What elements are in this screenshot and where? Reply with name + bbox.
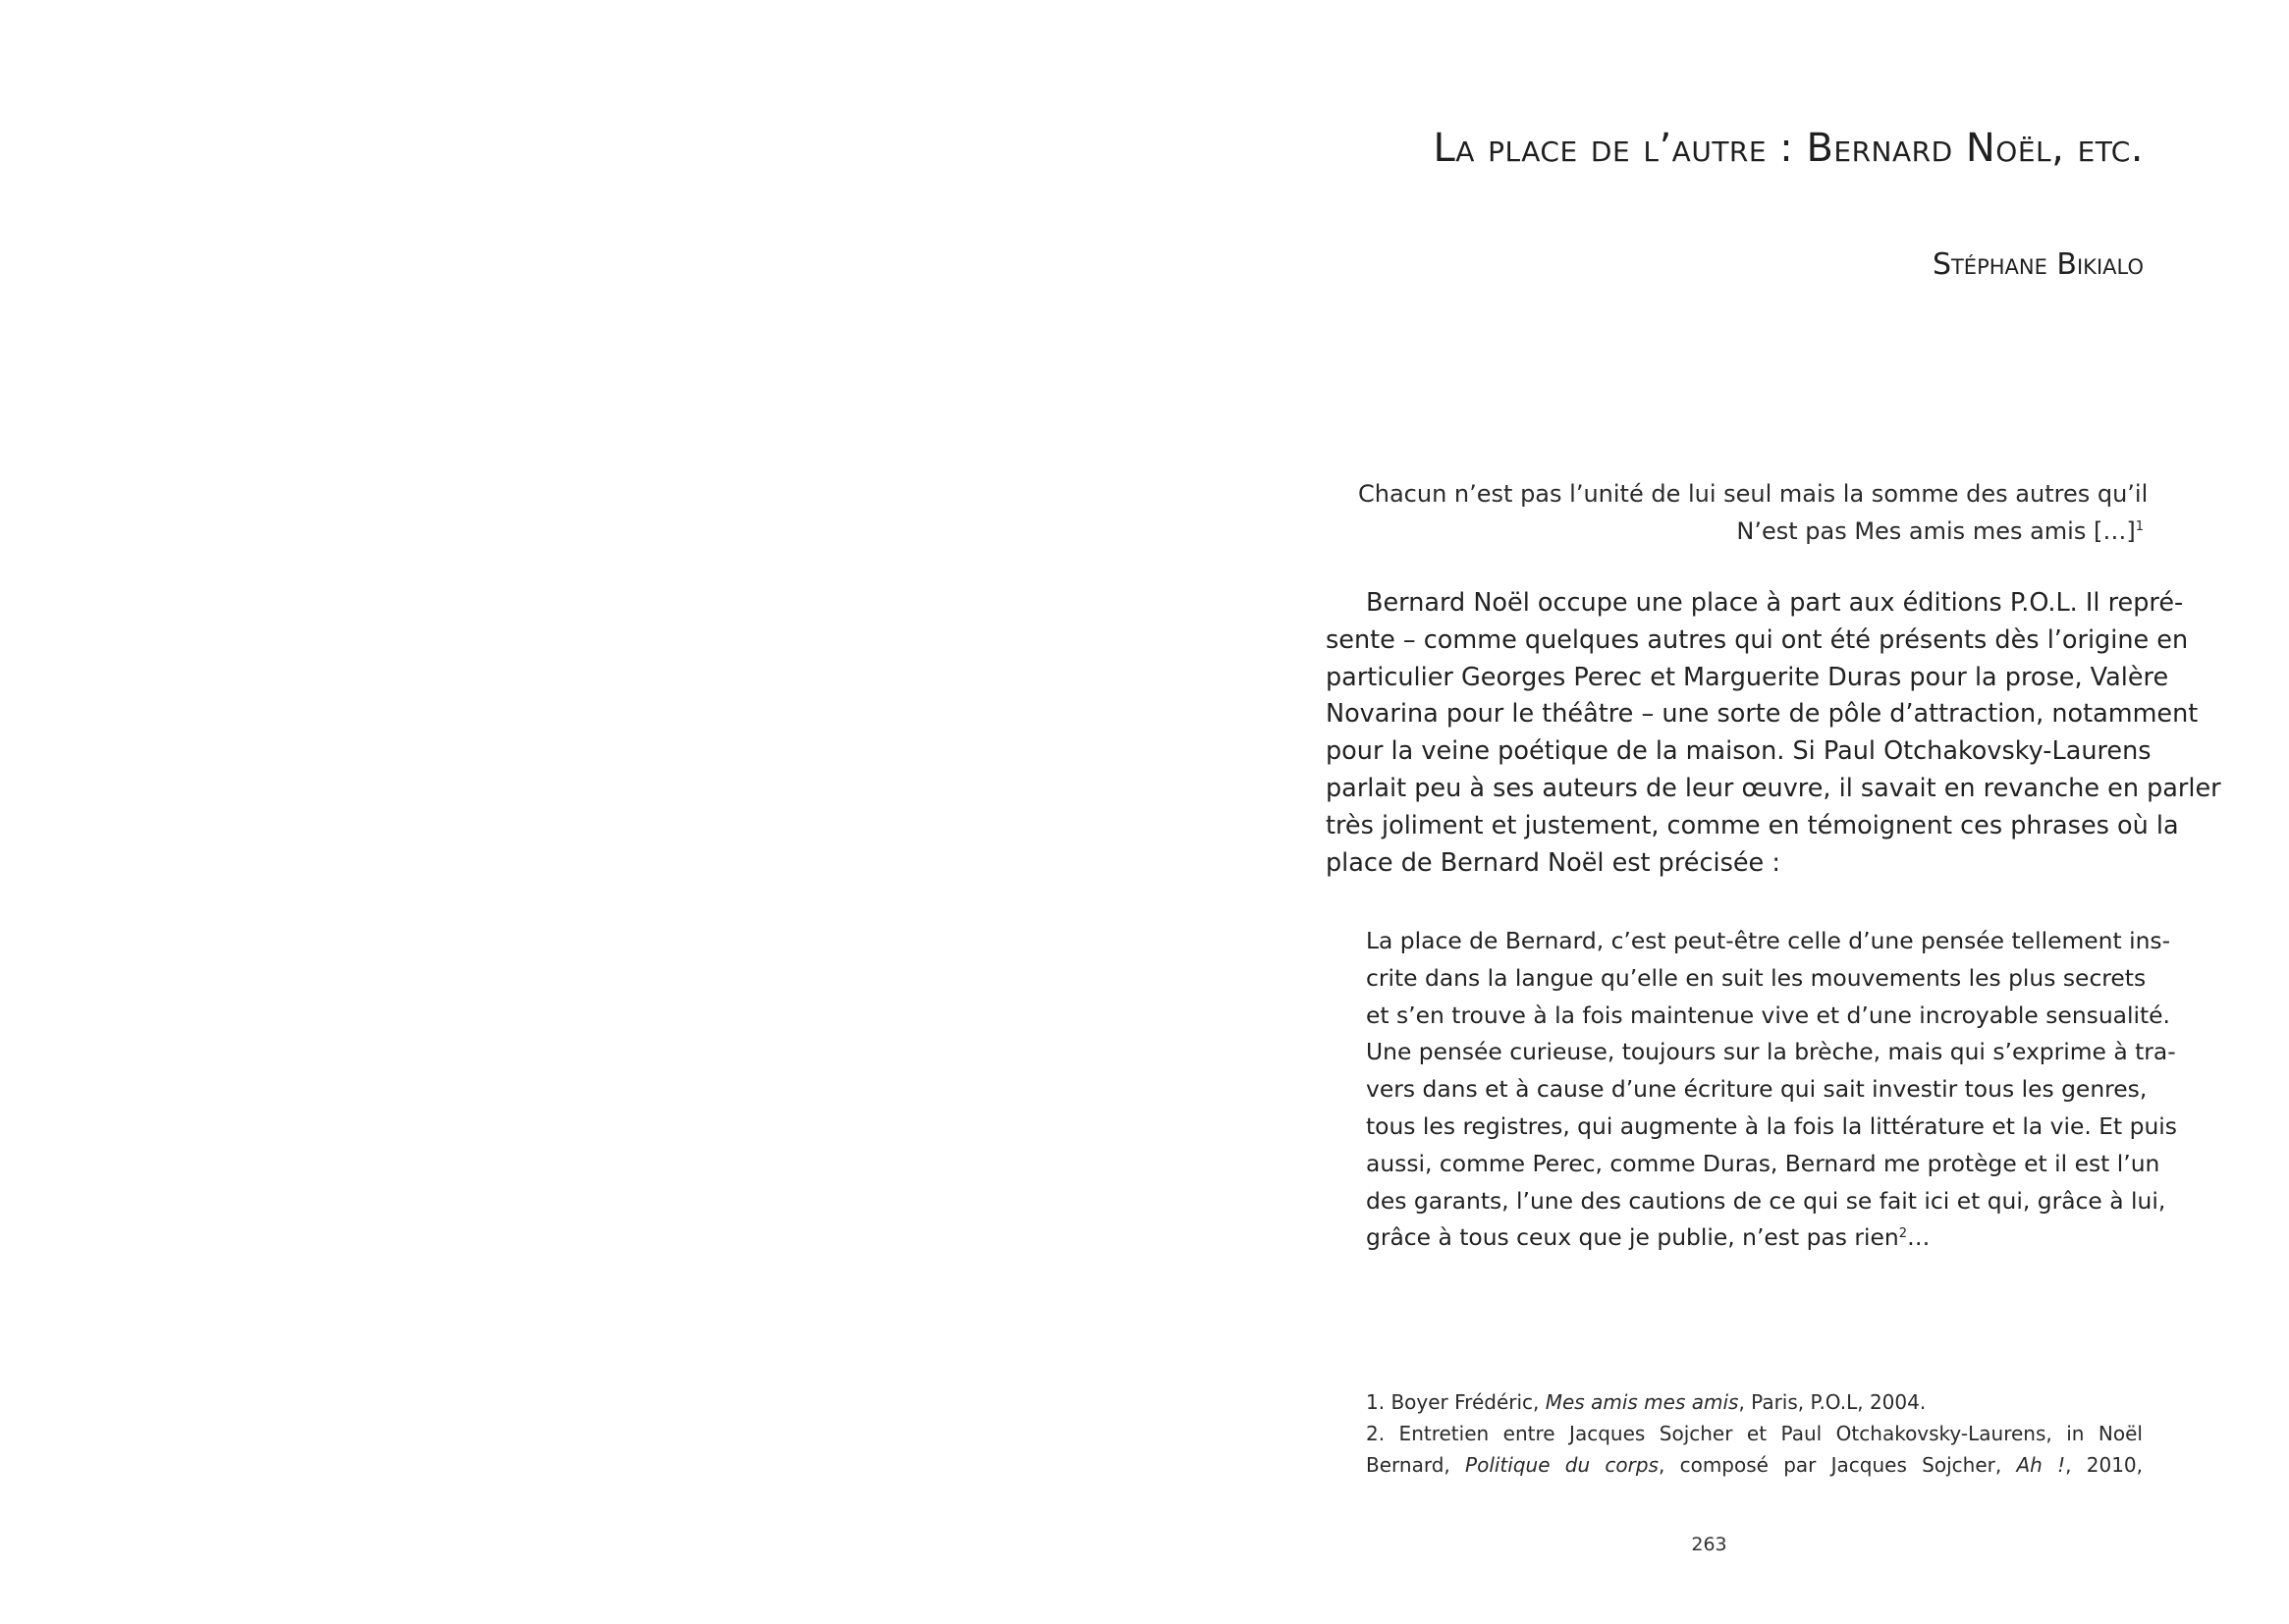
body-line: pour la veine poétique de la maison. Si Paul Otchakovsky-Laurens bbox=[1326, 736, 2152, 767]
body-line: sente – comme quelques autres qui ont été présents dès l’origine en bbox=[1326, 624, 2189, 655]
quote-last-text: grâce à tous ceux que je publie, n’est pas rien bbox=[1366, 1223, 1899, 1252]
body-line: Bernard Noël occupe une place à part aux éditions P.O.L. Il repré- bbox=[1366, 588, 2184, 618]
footnote-text: 1. Boyer Frédéric, bbox=[1366, 1390, 1546, 1414]
quote-line: aussi, comme Perec, comme Duras, Bernard me protège et il est l’un bbox=[1366, 1149, 2160, 1177]
block-quote bbox=[1366, 923, 2177, 1257]
quote-line: La place de Bernard, c’est peut-être celle d’une pensée tellement ins- bbox=[1366, 927, 2171, 954]
quote-line: et s’en trouve à la fois maintenue vive et d’une incroyable sensualité. bbox=[1366, 1001, 2170, 1029]
left-page-blank bbox=[0, 0, 1144, 1624]
body-paragraph bbox=[1326, 585, 2221, 882]
epigraph-line: Chacun n’est pas l’unité de lui seul mais la somme des autres qu’il bbox=[1358, 480, 2149, 508]
epigraph-line bbox=[1358, 513, 2144, 550]
article-title: La place de l’autre : Bernard Noël, etc. bbox=[1433, 126, 2144, 171]
article-author: Stéphane Bikialo bbox=[1932, 247, 2144, 282]
body-line: place de Bernard Noël est précisée : bbox=[1326, 847, 1780, 878]
footnote-text: Bernard, bbox=[1366, 1453, 1466, 1477]
page-number: 263 bbox=[1691, 1534, 1727, 1555]
epigraph bbox=[1358, 475, 2149, 550]
footnote-text: , Paris, P.O.L, 2004. bbox=[1738, 1390, 1927, 1414]
right-page bbox=[1144, 0, 2289, 1624]
body-line: particulier Georges Perec et Marguerite Duras pour la prose, Valère bbox=[1326, 662, 2169, 692]
footnote-1 bbox=[1366, 1386, 2143, 1418]
footnote-ref: 2 bbox=[1898, 1226, 1907, 1242]
epigraph-line-text: N’est pas Mes amis mes amis […] bbox=[1736, 517, 2136, 545]
footnote-publisher-title: Ah ! bbox=[2016, 1453, 2066, 1477]
quote-ellipsis: … bbox=[1907, 1223, 1931, 1252]
footnotes bbox=[1366, 1386, 2143, 1481]
body-line: parlait peu à ses auteurs de leur œuvre, il savait en revanche en parler bbox=[1326, 773, 2221, 803]
quote-line bbox=[1366, 1219, 2143, 1257]
footnote-ref: 1 bbox=[2135, 519, 2144, 534]
quote-line: des garants, l’une des cautions de ce qui se fait ici et qui, grâce à lui, bbox=[1366, 1186, 2166, 1215]
quote-line: tous les registres, qui augmente à la fois la littérature et la vie. Et puis bbox=[1366, 1111, 2177, 1140]
body-line: Novarina pour le théâtre – une sorte de pôle d’attraction, notamment bbox=[1326, 699, 2199, 730]
quote-line: Une pensée curieuse, toujours sur la brèche, mais qui s’exprime à tra- bbox=[1366, 1038, 2176, 1066]
footnote-book-title: Mes amis mes amis bbox=[1545, 1390, 1739, 1414]
body-line: très joliment et justement, comme en témoignent ces phrases où la bbox=[1326, 810, 2179, 840]
quote-line: vers dans et à cause d’une écriture qui sait investir tous les genres, bbox=[1366, 1075, 2148, 1104]
footnote-2-line: 2. Entretien entre Jacques Sojcher et Paul Otchakovsky-Laurens, in Noël bbox=[1366, 1422, 2143, 1445]
footnote-text: , 2010, bbox=[2065, 1453, 2144, 1477]
footnote-book-title: Politique du corps bbox=[1465, 1453, 1659, 1477]
quote-line: crite dans la langue qu’elle en suit les mouvements les plus secrets bbox=[1366, 963, 2147, 992]
footnote-text: , composé par Jacques Sojcher, bbox=[1658, 1453, 2017, 1477]
footnote-2-line bbox=[1366, 1449, 2143, 1481]
